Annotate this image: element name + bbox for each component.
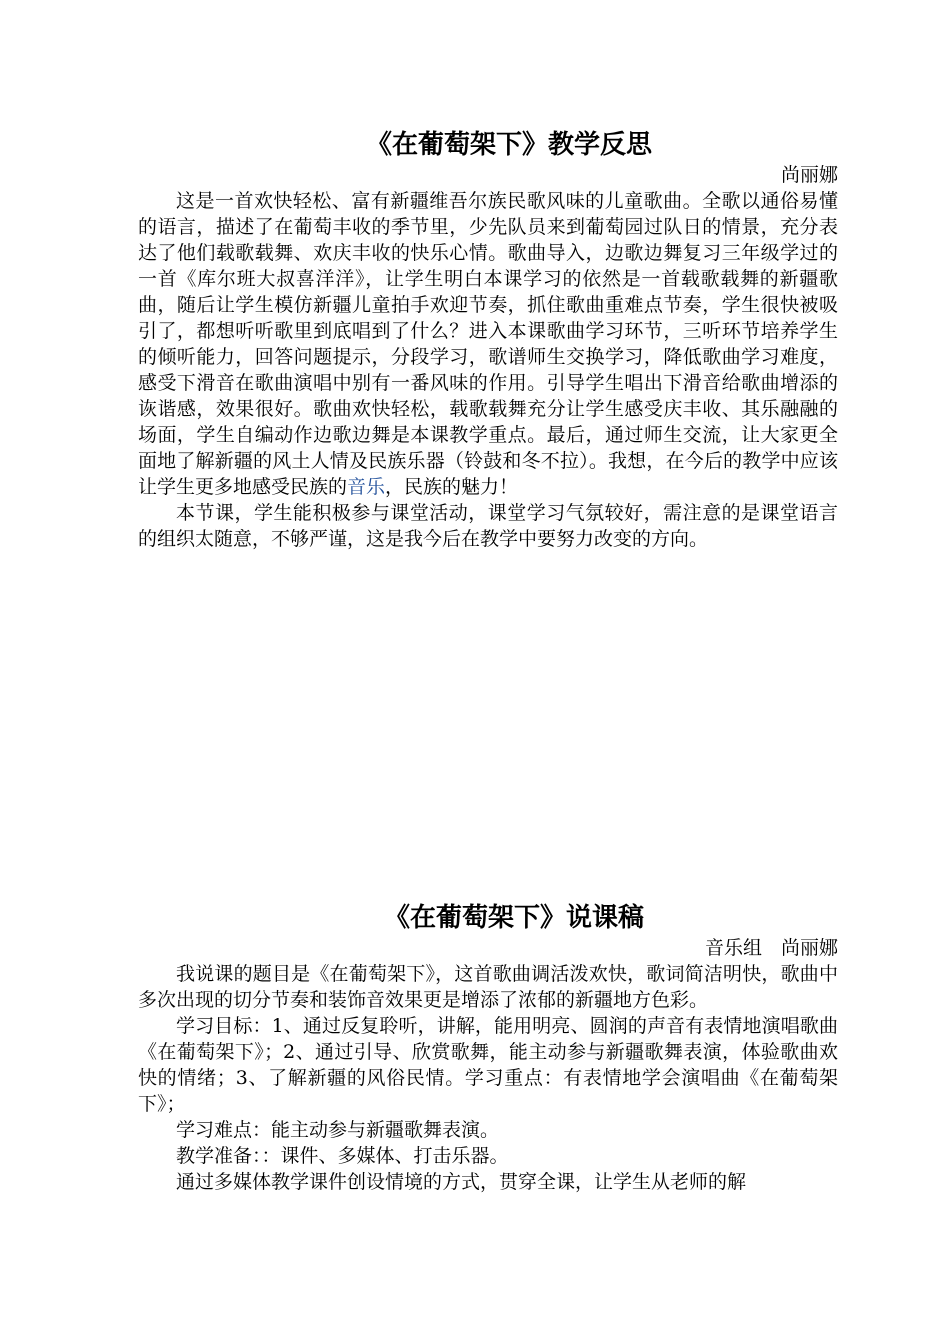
reflection-paragraph-1-tail: ，民族的魅力！ — [385, 476, 519, 498]
lecture-author: 音乐组 尚丽娜 — [704, 937, 838, 959]
reflection-author: 尚丽娜 — [780, 164, 838, 186]
lecture-paragraph-1: 我说课的题目是《在葡萄架下》，这首歌曲调活泼欢快，歌词简洁明快，歌曲中多次出现的切分节奏和装饰音效果更是增添了浓郁的新疆地方色彩。 — [138, 963, 838, 1011]
lecture-paragraph-3: 学习难点：能主动参与新疆歌舞表演。 — [176, 1119, 500, 1141]
reflection-paragraph-1 — [138, 188, 838, 500]
music-link[interactable]: 音乐 — [347, 476, 386, 498]
lecture-paragraph-4: 教学准备：：课件、多媒体、打击乐器。 — [176, 1145, 509, 1167]
reflection-paragraph-2: 本节课，学生能积极参与课堂活动，课堂学习气氛较好，需注意的是课堂语言的组织太随意，不够严谨，这是我今后在教学中要努力改变的方向。 — [138, 502, 838, 550]
lecture-paragraph-5: 通过多媒体教学课件创设情境的方式，贯穿全课，让学生从老师的解 — [176, 1171, 747, 1193]
lecture-title: 《在葡萄架下》说课稿 — [384, 903, 645, 933]
lecture-section — [138, 901, 838, 1195]
reflection-section — [138, 128, 838, 552]
lecture-paragraph-2: 学习目标：1、通过反复聆听，讲解，能用明亮、圆润的声音有表情地演唱歌曲《在葡萄架下》；2、通过引导、欣赏歌舞，能主动参与新疆歌舞表演，体验歌曲欢快的情绪；3、了解新疆的风俗民情。学习重点：有表情地学会演唱曲《在葡萄架下》； — [138, 1015, 838, 1115]
reflection-title: 《在葡萄架下》教学反思 — [366, 130, 653, 160]
reflection-paragraph-1-text: 这是一首欢快轻松、富有新疆维吾尔族民歌风味的儿童歌曲。全歌以通俗易懂的语言，描述了在葡萄丰收的季节里，少先队员来到葡萄园过队日的情景，充分表达了他们载歌载舞、欢庆丰收的快乐心情。歌曲导入，边歌边舞复习三年级学过的一首《库尔班大叔喜洋洋》，让学生明白本课学习的依然是一首载歌载舞的新疆歌曲，随后让学生模仿新疆儿童拍手欢迎节奏，抓住歌曲重难点节奏，学生很快被吸引了，都想听听歌里到底唱到了什么？进入本课歌曲学习环节，三听环节培养学生的倾听能力，回答问题提示，分段学习，歌谱师生交换学习，降低歌曲学习难度，感受下滑音在歌曲演唱中别有一番风味的作用。引导学生唱出下滑音给歌曲增添的诙谐感，效果很好。歌曲欢快轻松，载歌载舞充分让学生感受庆丰收、其乐融融的场面，学生自编动作边歌边舞是本课教学重点。最后，通过师生交流，让大家更全面地了解新疆的风土人情及民族乐器（铃鼓和冬不拉）。我想，在今后的教学中应该让学生更多地感受民族的 — [138, 190, 838, 498]
